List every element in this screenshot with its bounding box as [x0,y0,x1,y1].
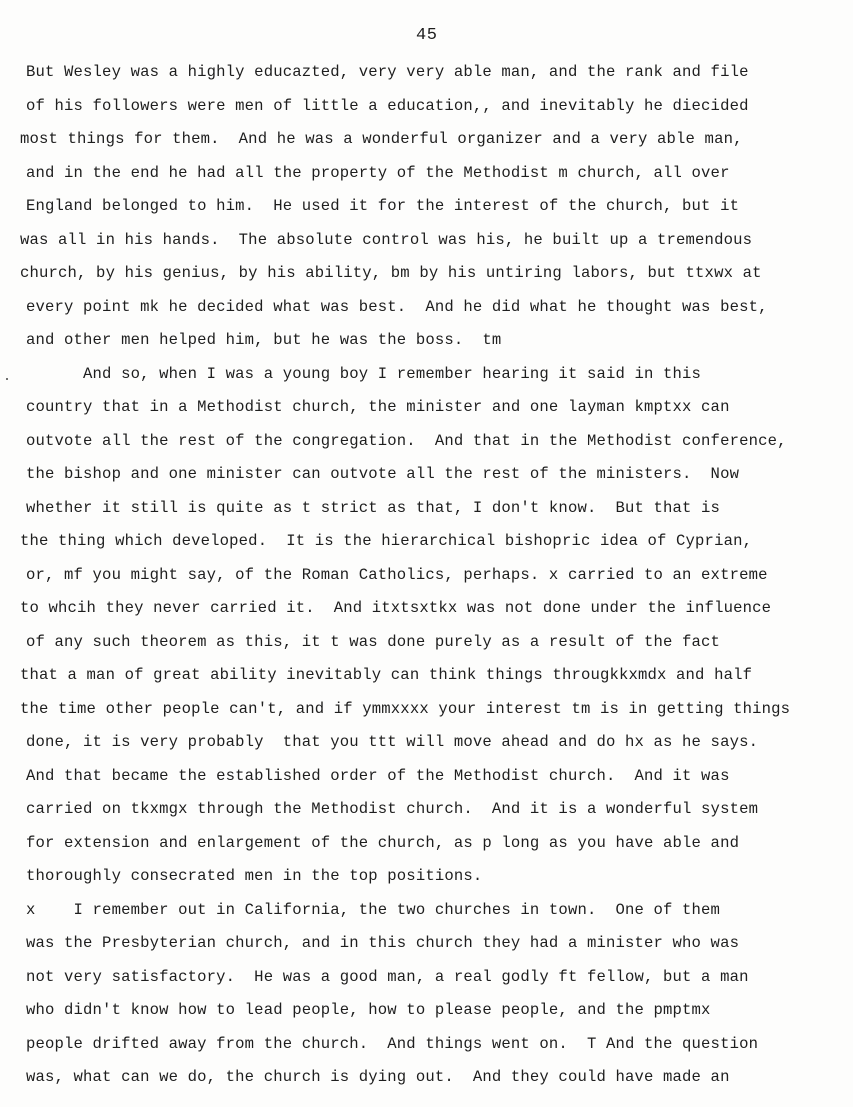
text-line: every point mk he decided what was best. And he did what he thought was best, [26,297,768,316]
typewritten-body [0,60,853,1099]
text-line: done, it is very probably that you ttt will move ahead and do hx as he says. [26,733,759,751]
text-line: was all in his hands. The absolute control was his, he built up a tremendous [20,230,753,249]
text-line: for extension and enlargement of the church, as p long as you have able and [26,833,740,852]
text-line: England belonged to him. He used it for the interest of the church, but it [26,197,740,215]
text-line: to whcih they never carried it. And itxtsxtkx was not done under the influence [20,599,772,617]
text-line: was the Presbyterian church, and in this church they had a minister who was [26,934,740,952]
text-line: and other men helped him, but he was the boss. tm [26,331,502,349]
text-line: country that in a Methodist church, the minister and one layman kmptxx can [26,398,730,416]
text-line: But Wesley was a highly educazted, very very able man, and the rank and file [26,63,749,81]
text-line: of any such theorem as this, it t was done purely as a result of the fact [26,632,721,651]
text-line: that a man of great ability inevitably can think things througkkxmdx and half [20,666,753,684]
page-number: 45 [416,26,438,45]
text-line: was, what can we do, the church is dying out. And they could have made an [26,1068,730,1086]
text-line: the thing which developed. It is the hierarchical bishopric idea of Cyprian, [20,532,753,550]
text-line: carried on tkxmgx through the Methodist church. And it is a wonderful system [26,800,759,818]
text-line: church, by his genius, by his ability, bm by his untiring labors, but ttxwx at [20,264,762,282]
text-line: or, mf you might say, of the Roman Catholics, perhaps. x carried to an extreme [26,565,768,584]
text-line: whether it still is quite as t strict as that, I don't know. But that is [26,498,721,517]
text-line: of his followers were men of little a education,, and inevitably he diecided [26,96,749,115]
text-line: the bishop and one minister can outvote all the rest of the ministers. Now [26,465,740,483]
text-line: and in the end he had all the property of the Methodist m church, all over [26,163,730,182]
text-line: the time other people can't, and if ymmxxxx your interest tm is in getting things [20,699,791,718]
text-line: who didn't know how to lead people, how to please people, and the pmptmx [26,1001,711,1019]
text-line: not very satisfactory. He was a good man, a real godly ft fellow, but a man [26,967,749,986]
text-line: thoroughly consecrated men in the top positions. [26,867,483,885]
text-line: x I remember out in California, the two churches in town. One of them [26,900,721,919]
text-line: And that became the established order of the Methodist church. And it was [26,766,730,785]
text-line: most things for them. And he was a wonderful organizer and a very able man, [20,130,743,148]
text-line: people drifted away from the church. And things went on. T And the question [26,1034,759,1053]
text-line: outvote all the rest of the congregation. And that in the Methodist conference, [26,431,787,450]
text-line: And so, when I was a young boy I remember hearing it said in this [26,364,702,383]
